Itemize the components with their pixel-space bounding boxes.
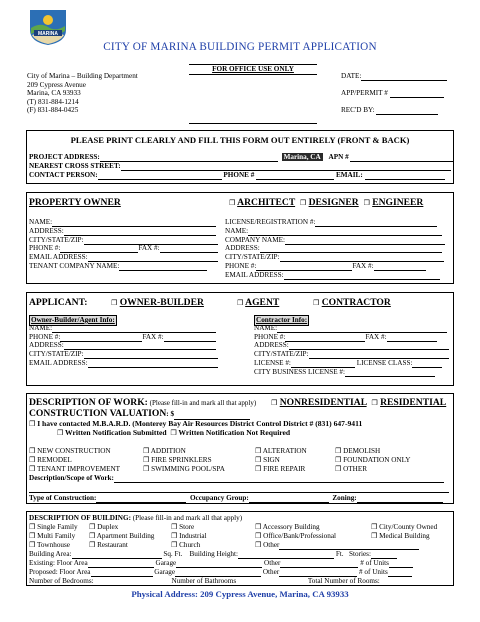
tenant-company-field[interactable]	[119, 264, 207, 271]
building-description-section	[26, 511, 454, 586]
owner-builder-option: OWNER-BUILDER	[119, 297, 204, 308]
sqft-label: Sq. Ft.	[163, 550, 183, 558]
written-submitted-option: Written Notification Submitted	[65, 428, 167, 437]
building-height-label: Building Height:	[189, 550, 239, 558]
scope-field-line2[interactable]	[29, 486, 449, 493]
work-type-option: FIRE SPRINKLERS	[151, 456, 212, 464]
dept-line: (T) 831-884-1214	[27, 97, 79, 106]
property-owner-section	[26, 192, 454, 284]
cross-street-field[interactable]	[121, 164, 451, 171]
applicant-section	[26, 292, 454, 386]
design-phone-label: PHONE #:	[225, 261, 257, 270]
email-field[interactable]	[365, 173, 445, 180]
proposed-other-field[interactable]	[279, 570, 357, 577]
building-type-option: Store	[179, 523, 195, 531]
app-name-label: NAME:	[29, 323, 53, 332]
con-name-field[interactable]	[277, 326, 447, 333]
agent-option: AGENT	[245, 297, 280, 308]
license-class-field[interactable]	[412, 361, 442, 368]
work-type-option: TENANT IMPROVEMENT	[36, 465, 121, 473]
apn-field[interactable]	[350, 155, 454, 162]
logo-text: MARINA	[38, 31, 58, 37]
existing-units-field[interactable]	[389, 561, 413, 568]
checkbox-icon[interactable]: ❒	[143, 465, 150, 473]
work-type-option: DEMOLISH	[343, 447, 381, 455]
bedrooms-field[interactable]	[94, 579, 170, 586]
apn-label: APN #	[328, 153, 349, 161]
checkbox-icon[interactable]: ❒	[29, 541, 36, 549]
work-title: DESCRIPTION OF WORK:	[29, 397, 148, 408]
owner-name-field[interactable]	[52, 220, 216, 227]
owner-name-label: NAME:	[29, 218, 53, 226]
checkbox-icon[interactable]: ❒	[335, 456, 342, 464]
checkbox-icon[interactable]: ❒	[143, 456, 150, 464]
dept-line: 209 Cypress Avenue	[27, 80, 86, 89]
stories-field[interactable]	[371, 552, 397, 559]
checkbox-icon[interactable]: ❒	[255, 541, 262, 549]
proposed-other-label: Other	[262, 568, 280, 576]
checkbox-icon[interactable]: ❒	[171, 541, 178, 549]
checkbox-icon[interactable]: ❒	[29, 456, 36, 464]
proposed-units-field[interactable]	[388, 570, 412, 577]
bathrooms-field[interactable]	[236, 579, 306, 586]
existing-other-label: Other	[264, 559, 281, 567]
con-name-label: NAME:	[254, 323, 278, 332]
design-city-label: CITY/STATE/ZIP:	[225, 253, 280, 262]
company-name-label: COMPANY NAME:	[225, 235, 285, 244]
office-fields	[341, 72, 453, 123]
office-use-title: FOR OFFICE USE ONLY	[189, 65, 317, 75]
project-address-label: PROJECT ADDRESS:	[29, 153, 100, 161]
building-type-option: Townhouse	[36, 541, 70, 549]
app-permit-field[interactable]	[390, 91, 444, 98]
design-email-field[interactable]	[284, 273, 440, 280]
construction-type-label: Type of Construction:	[29, 494, 97, 502]
dept-line: (F) 831-884-0425	[27, 106, 79, 115]
checkbox-icon[interactable]: ❒	[143, 447, 150, 455]
city-business-license-label: CITY BUSINESS LICENSE #:	[254, 367, 345, 376]
checkbox-icon[interactable]: ❒	[363, 199, 370, 207]
existing-floor-label: Existing: Floor Area	[29, 559, 88, 567]
valuation-dollar: : $	[166, 410, 175, 418]
bedrooms-label: Number of Bedrooms:	[29, 577, 94, 585]
checkbox-icon[interactable]: ❒	[313, 299, 320, 307]
project-address-field[interactable]	[100, 155, 278, 162]
proposed-floor-label: Proposed: Floor Area	[29, 568, 91, 576]
written-not-required-option: Written Notification Not Required	[178, 428, 291, 437]
occupancy-label: Occupancy Group:	[189, 494, 249, 502]
owner-phone-label: PHONE #:	[29, 244, 61, 253]
building-note: (Please fill-in and mark all that apply)	[132, 514, 243, 522]
nonresidential-option: NONRESIDENTIAL	[279, 397, 367, 408]
owner-fax-label: FAX #:	[138, 244, 160, 253]
tenant-company-label: TENANT COMPANY NAME:	[29, 261, 120, 270]
property-owner-title: PROPERTY OWNER	[29, 197, 121, 208]
engineer-option: ENGINEER	[372, 197, 424, 208]
building-type-option: Industrial	[179, 532, 207, 540]
con-address-label: ADDRESS:	[254, 341, 289, 350]
app-city-label: CITY/STATE/ZIP:	[29, 350, 84, 359]
checkbox-icon[interactable]: ❒	[111, 299, 118, 307]
checkbox-icon[interactable]: ❒	[89, 541, 96, 549]
work-type-option: NEW CONSTRUCTION	[37, 447, 111, 455]
architect-option: ARCHITECT	[237, 197, 296, 208]
recd-by-field[interactable]	[376, 108, 438, 115]
contractor-info-header: Contractor Info:	[256, 316, 308, 324]
proposed-garage-label: Garage	[154, 568, 176, 576]
owner-info-header: Owner-Builder/Agent Info:	[31, 316, 115, 324]
total-rooms-label: Total Number of Rooms:	[307, 577, 380, 585]
existing-floor-field[interactable]	[88, 561, 154, 568]
checkbox-icon[interactable]: ❒	[89, 532, 96, 540]
applicant-title: APPLICANT:	[29, 297, 88, 308]
existing-garage-field[interactable]	[176, 561, 262, 568]
checkbox-icon[interactable]: ❒	[255, 447, 262, 455]
app-email-field[interactable]	[88, 361, 218, 368]
work-description-section: DESCRIPTION OF WORK: (Please fill-in and mark all that apply) ❒ NONRESIDENTIAL ❒ RESIDENTIAL CONSTRUCTION VALUATION: $ ❒ I have contacted M.B.A.R.D. (Monterey Bay Air Resources District Control District # (831) 647-9411 ❒ Written Notification Submitted ❒ Written Notification Not Required ❒ NEW CONSTRUCTION ❒ ADDITION ❒ ALTERATION ❒ DEMOLISH ❒ REMODEL ❒ FIRE SPRINKLERS ❒ SIGN ❒ FOUNDATION ONLY ❒ TENANT IMPROVEMENT ❒ SWIMMING POOL/SPA ❒ FIRE REPAIR ❒ OTHER Description/Scope of Work: Type of Construction: Occupancy Group: Zoning:	[26, 393, 454, 504]
license-class-label: LICENSE CLASS:	[356, 358, 413, 367]
proposed-floor-field[interactable]	[91, 570, 153, 577]
checkbox-icon[interactable]: ❒	[57, 429, 64, 437]
work-type-option: SWIMMING POOL/SPA	[151, 465, 225, 473]
page-title: CITY OF MARINA BUILDING PERMIT APPLICATION	[103, 41, 377, 53]
mbard-statement: I have contacted M.B.A.R.D. (Monterey Bay Air Resources District Control District # (831) 647-9411	[37, 419, 363, 428]
building-type-option: Duplex	[97, 523, 119, 531]
cross-street-label: NEAREST CROSS STREET:	[29, 162, 121, 170]
contact-person-field[interactable]	[98, 173, 222, 180]
design-fax-label: FAX #:	[352, 261, 374, 270]
email-label: EMAIL:	[335, 171, 363, 179]
work-note: (Please fill-in and mark all that apply)	[149, 399, 257, 407]
app-fax-label: FAX #:	[142, 332, 164, 341]
recd-by-label: REC'D BY:	[341, 106, 375, 114]
design-fax-field[interactable]	[374, 264, 426, 271]
work-type-option: FOUNDATION ONLY	[343, 456, 411, 464]
building-title: DESCRIPTION OF BUILDING:	[29, 514, 131, 522]
checkbox-icon[interactable]: ❒	[255, 465, 262, 473]
building-type-option: Office/Bank/Professional	[263, 532, 337, 540]
work-type-option: ADDITION	[150, 447, 186, 455]
zoning-field[interactable]	[357, 496, 443, 503]
con-fax-label: FAX #:	[365, 332, 387, 341]
date-label: DATE:	[341, 72, 362, 80]
checkbox-icon[interactable]: ❒	[371, 399, 378, 407]
app-permit-label: APP/PERMIT #	[341, 89, 388, 97]
license-reg-field[interactable]	[315, 220, 437, 227]
department-address	[27, 72, 187, 115]
con-city-label: CITY/STATE/ZIP:	[254, 350, 309, 359]
building-height-field[interactable]	[238, 552, 334, 559]
dept-line: Marina, CA 93933	[27, 89, 81, 98]
license-reg-label: LICENSE/REGISTRATION #:	[225, 218, 316, 226]
app-name-field[interactable]	[52, 326, 216, 333]
checkbox-icon[interactable]: ❒	[335, 447, 342, 455]
building-type-option: City/County Owned	[379, 523, 438, 531]
city-value: Marina, CA	[283, 153, 321, 161]
work-type-option: SIGN	[263, 456, 280, 464]
work-type-option: REMODEL	[37, 456, 72, 464]
scope-label: Description/Scope of Work	[29, 474, 112, 482]
total-rooms-field[interactable]	[380, 579, 420, 586]
checkbox-icon[interactable]: ❒	[29, 447, 36, 455]
building-type-option: Medical Building	[379, 532, 430, 540]
office-use-box	[189, 64, 317, 124]
building-type-option: Other	[263, 541, 280, 549]
owner-city-label: CITY/STATE/ZIP:	[29, 235, 84, 244]
work-type-option: ALTERATION	[262, 447, 307, 455]
proposed-units-label: # of Units	[359, 568, 388, 576]
instructions-title: PLEASE PRINT CLEARLY AND FILL THIS FORM OUT ENTIRELY (FRONT & BACK)	[70, 135, 410, 145]
stories-label: Stories:	[349, 550, 371, 558]
checkbox-icon[interactable]: ❒	[255, 456, 262, 464]
dept-line: City of Marina – Building Department	[27, 72, 138, 80]
city-business-license-field[interactable]	[345, 370, 435, 377]
checkbox-icon[interactable]: ❒	[255, 523, 262, 531]
proposed-garage-field[interactable]	[175, 570, 261, 577]
existing-other-field[interactable]	[280, 561, 358, 568]
building-area-field[interactable]	[72, 552, 162, 559]
work-type-option: FIRE REPAIR	[263, 465, 306, 473]
checkbox-icon[interactable]: ❒	[171, 532, 178, 540]
building-type-option: Apartment Building	[96, 532, 155, 540]
building-type-option: Restaurant	[97, 541, 128, 549]
bathrooms-label: Number of Bathrooms	[171, 577, 237, 585]
phone-field[interactable]	[256, 173, 334, 180]
design-address-label: ADDRESS:	[225, 244, 260, 253]
ft-label: Ft.	[335, 550, 344, 558]
valuation-label: CONSTRUCTION VALUATION	[29, 408, 167, 419]
building-area-label: Building Area:	[29, 550, 72, 558]
checkbox-icon[interactable]: ❒	[371, 523, 378, 531]
physical-address: Physical Address: 209 Cypress Avenue, Marina, CA 93933	[131, 589, 349, 599]
owner-address-field[interactable]	[64, 229, 216, 236]
existing-garage-label: Garage	[155, 559, 177, 567]
checkbox-icon[interactable]: ❒	[29, 532, 36, 540]
checkbox-icon[interactable]: ❒	[170, 429, 177, 437]
existing-units-label: # of Units	[360, 559, 389, 567]
app-phone-label: PHONE #:	[29, 332, 61, 341]
owner-email-label: EMAIL ADDRESS:	[29, 253, 88, 262]
contact-person-label: CONTACT PERSON:	[29, 171, 98, 179]
building-type-option: Single Family	[37, 523, 78, 531]
checkbox-icon[interactable]: ❒	[237, 299, 244, 307]
date-field[interactable]	[361, 74, 447, 81]
building-type-option: Accessory Building	[262, 523, 320, 531]
designer-option: DESIGNER	[308, 197, 359, 208]
con-license-label: LICENSE #:	[254, 358, 291, 367]
building-type-option: Multi Family	[37, 532, 76, 540]
checkbox-icon[interactable]: ❒	[29, 420, 36, 428]
owner-address-label: ADDRESS:	[29, 226, 64, 235]
app-address-label: ADDRESS:	[29, 341, 64, 350]
checkbox-icon[interactable]: ❒	[255, 532, 262, 540]
checkbox-icon[interactable]: ❒	[299, 199, 307, 207]
building-type-option: Church	[179, 541, 201, 549]
work-type-option: OTHER	[343, 465, 368, 473]
checkbox-icon[interactable]: ❒	[171, 523, 178, 531]
checkbox-icon[interactable]: ❒	[371, 532, 378, 540]
checkbox-icon[interactable]: ❒	[89, 523, 96, 531]
other-building-field[interactable]	[279, 543, 419, 550]
design-name-label: NAME:	[225, 226, 249, 235]
app-email-label: EMAIL ADDRESS:	[29, 358, 88, 367]
design-email-label: EMAIL ADDRESS:	[225, 270, 284, 279]
header	[27, 64, 451, 126]
scope-field[interactable]	[114, 476, 444, 483]
occupancy-field[interactable]	[249, 496, 329, 503]
contractor-option: CONTRACTOR	[321, 297, 391, 308]
checkbox-icon[interactable]: ❒	[335, 465, 342, 473]
residential-option: RESIDENTIAL	[380, 397, 447, 408]
checkbox-icon[interactable]: ❒	[271, 399, 278, 407]
checkbox-icon[interactable]: ❒	[29, 523, 36, 531]
checkbox-icon[interactable]: ❒	[229, 199, 236, 207]
con-phone-label: PHONE #:	[254, 332, 286, 341]
phone-label: PHONE #	[223, 171, 255, 179]
zoning-label: Zoning:	[332, 494, 357, 502]
project-info-section	[26, 130, 454, 184]
checkbox-icon[interactable]: ❒	[29, 465, 36, 473]
construction-type-field[interactable]	[96, 496, 186, 503]
